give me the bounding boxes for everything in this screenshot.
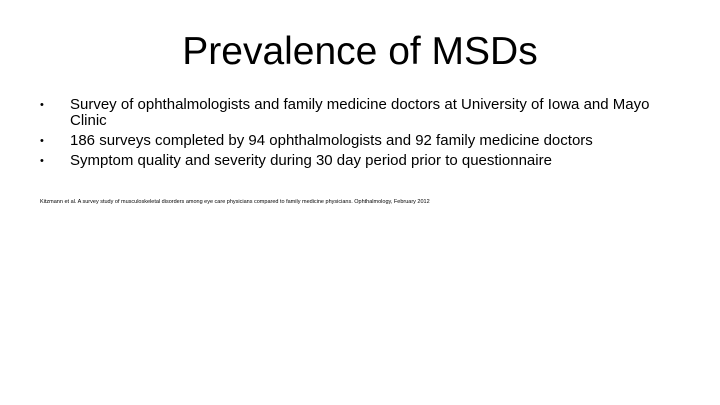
citation: Kitzmann et al. A survey study of musculoskeletal disorders among eye care physicians compared to family medicine physicians. Ophthalmology, February 2012 — [40, 199, 430, 205]
bullet-marker: • — [40, 99, 44, 111]
bullet-item — [40, 153, 680, 169]
bullet-item — [40, 97, 680, 129]
bullet-list — [40, 97, 680, 173]
slide-title: Prevalence of MSDs — [182, 30, 538, 73]
bullet-text: 186 surveys completed by 94 ophthalmologists and 92 family medicine doctors — [70, 132, 593, 149]
bullet-marker: • — [40, 155, 44, 167]
bullet-text: Symptom quality and severity during 30 day period prior to questionnaire — [70, 152, 552, 169]
bullet-text: Survey of ophthalmologists and family medicine doctors at University of Iowa and Mayo Clinic — [70, 96, 650, 129]
bullet-item — [40, 133, 680, 149]
bullet-marker: • — [40, 135, 44, 147]
